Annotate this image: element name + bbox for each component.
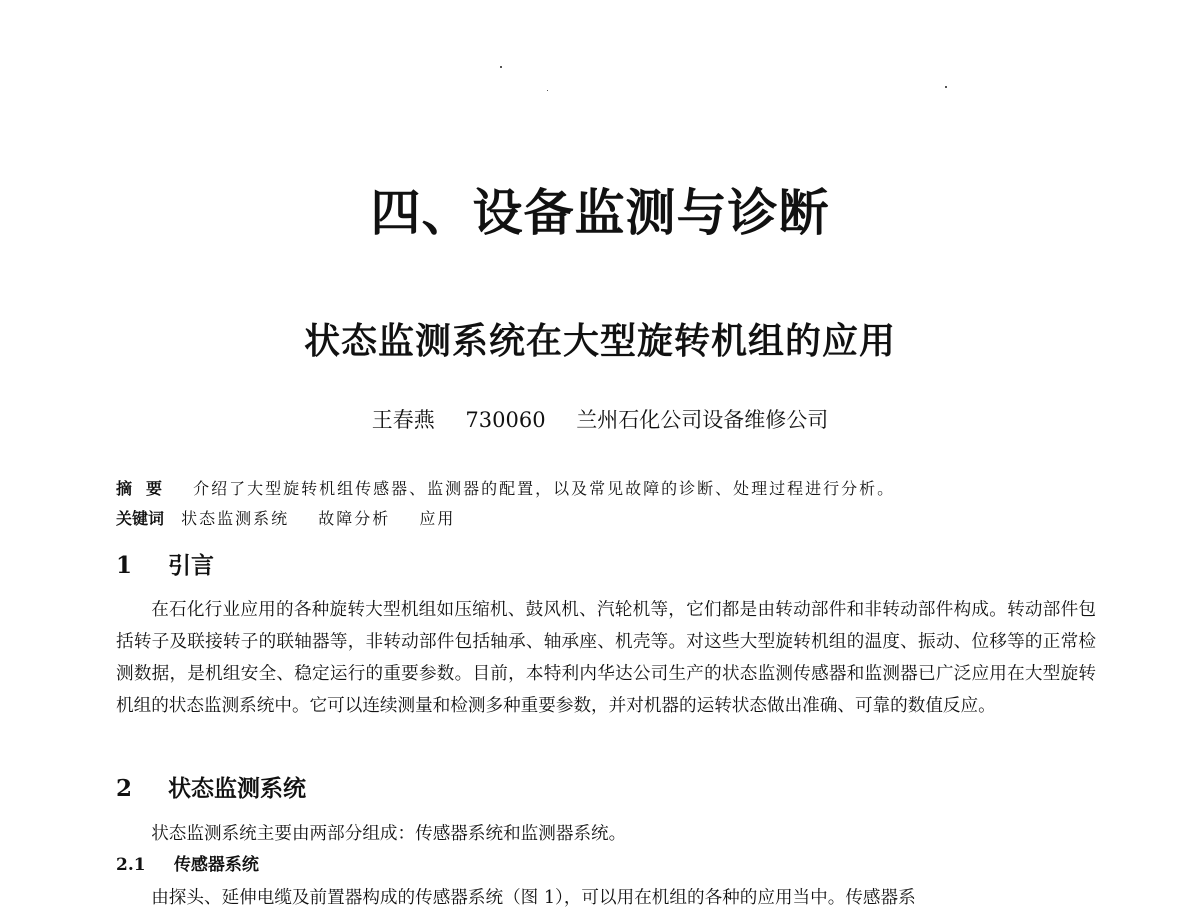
section-title: 状态监测系统 — [168, 776, 307, 802]
keyword-item: 状态监测系统 — [181, 509, 290, 528]
keyword-item: 应用 — [419, 509, 456, 528]
abstract — [116, 478, 895, 500]
subsection-number: 2.1 — [116, 855, 146, 875]
subsection-title: 传感器系统 — [173, 855, 259, 875]
author-line — [0, 405, 1200, 435]
author-postcode: 730060 — [465, 408, 546, 432]
author-affiliation: 兰州石化公司设备维修公司 — [576, 408, 829, 432]
section-number: 1 — [116, 552, 133, 579]
section-heading: 四、设备监测与诊断 — [370, 184, 830, 242]
paper-title: 状态监测系统在大型旋转机组的应用 — [303, 320, 896, 362]
keywords — [116, 508, 477, 530]
subsection-paragraph: 由探头、延伸电缆及前置器构成的传感器系统（图 1），可以用在机组的各种的应用当中。传感器系 — [151, 888, 916, 908]
section-2-paragraph: 状态监测系统主要由两部分组成：传感器系统和监测器系统。 — [151, 824, 627, 844]
section-1-heading — [116, 551, 214, 581]
scan-speck — [500, 66, 502, 68]
scan-speck — [945, 86, 947, 88]
subsection-heading — [116, 853, 259, 877]
section-number: 2 — [116, 775, 133, 802]
keyword-item: 故障分析 — [318, 509, 391, 528]
section-1-paragraph: 在石化行业应用的各种旋转大型机组如压缩机、鼓风机、汽轮机等，它们都是由转动部件和非转动部件构成。转动部件包括转子及联接转子的联轴器等，非转动部件包括轴承、轴承座、机壳等。对这些大型旋转机组的温度、振动、位移等的正常检测数据，是机组安全、稳定运行的重要参数。目前，本特利内华达公司生产的状态监测传感器和监测器已广泛应用在大型旋转机组的状态监测系统中。它可以连续测量和检测多种重要参数，并对机器的运转状态做出准确、可靠的数值反应。 — [116, 600, 1096, 716]
scan-speck — [547, 90, 548, 91]
section-title: 引言 — [168, 553, 215, 579]
keywords-label: 关键词 — [116, 509, 165, 528]
abstract-text: 介绍了大型旋转机组传感器、监测器的配置，以及常见故障的诊断、处理过程进行分析。 — [193, 479, 896, 498]
abstract-label: 摘要 — [116, 479, 177, 498]
section-2-heading — [116, 774, 306, 804]
author-name: 王春燕 — [371, 408, 435, 432]
